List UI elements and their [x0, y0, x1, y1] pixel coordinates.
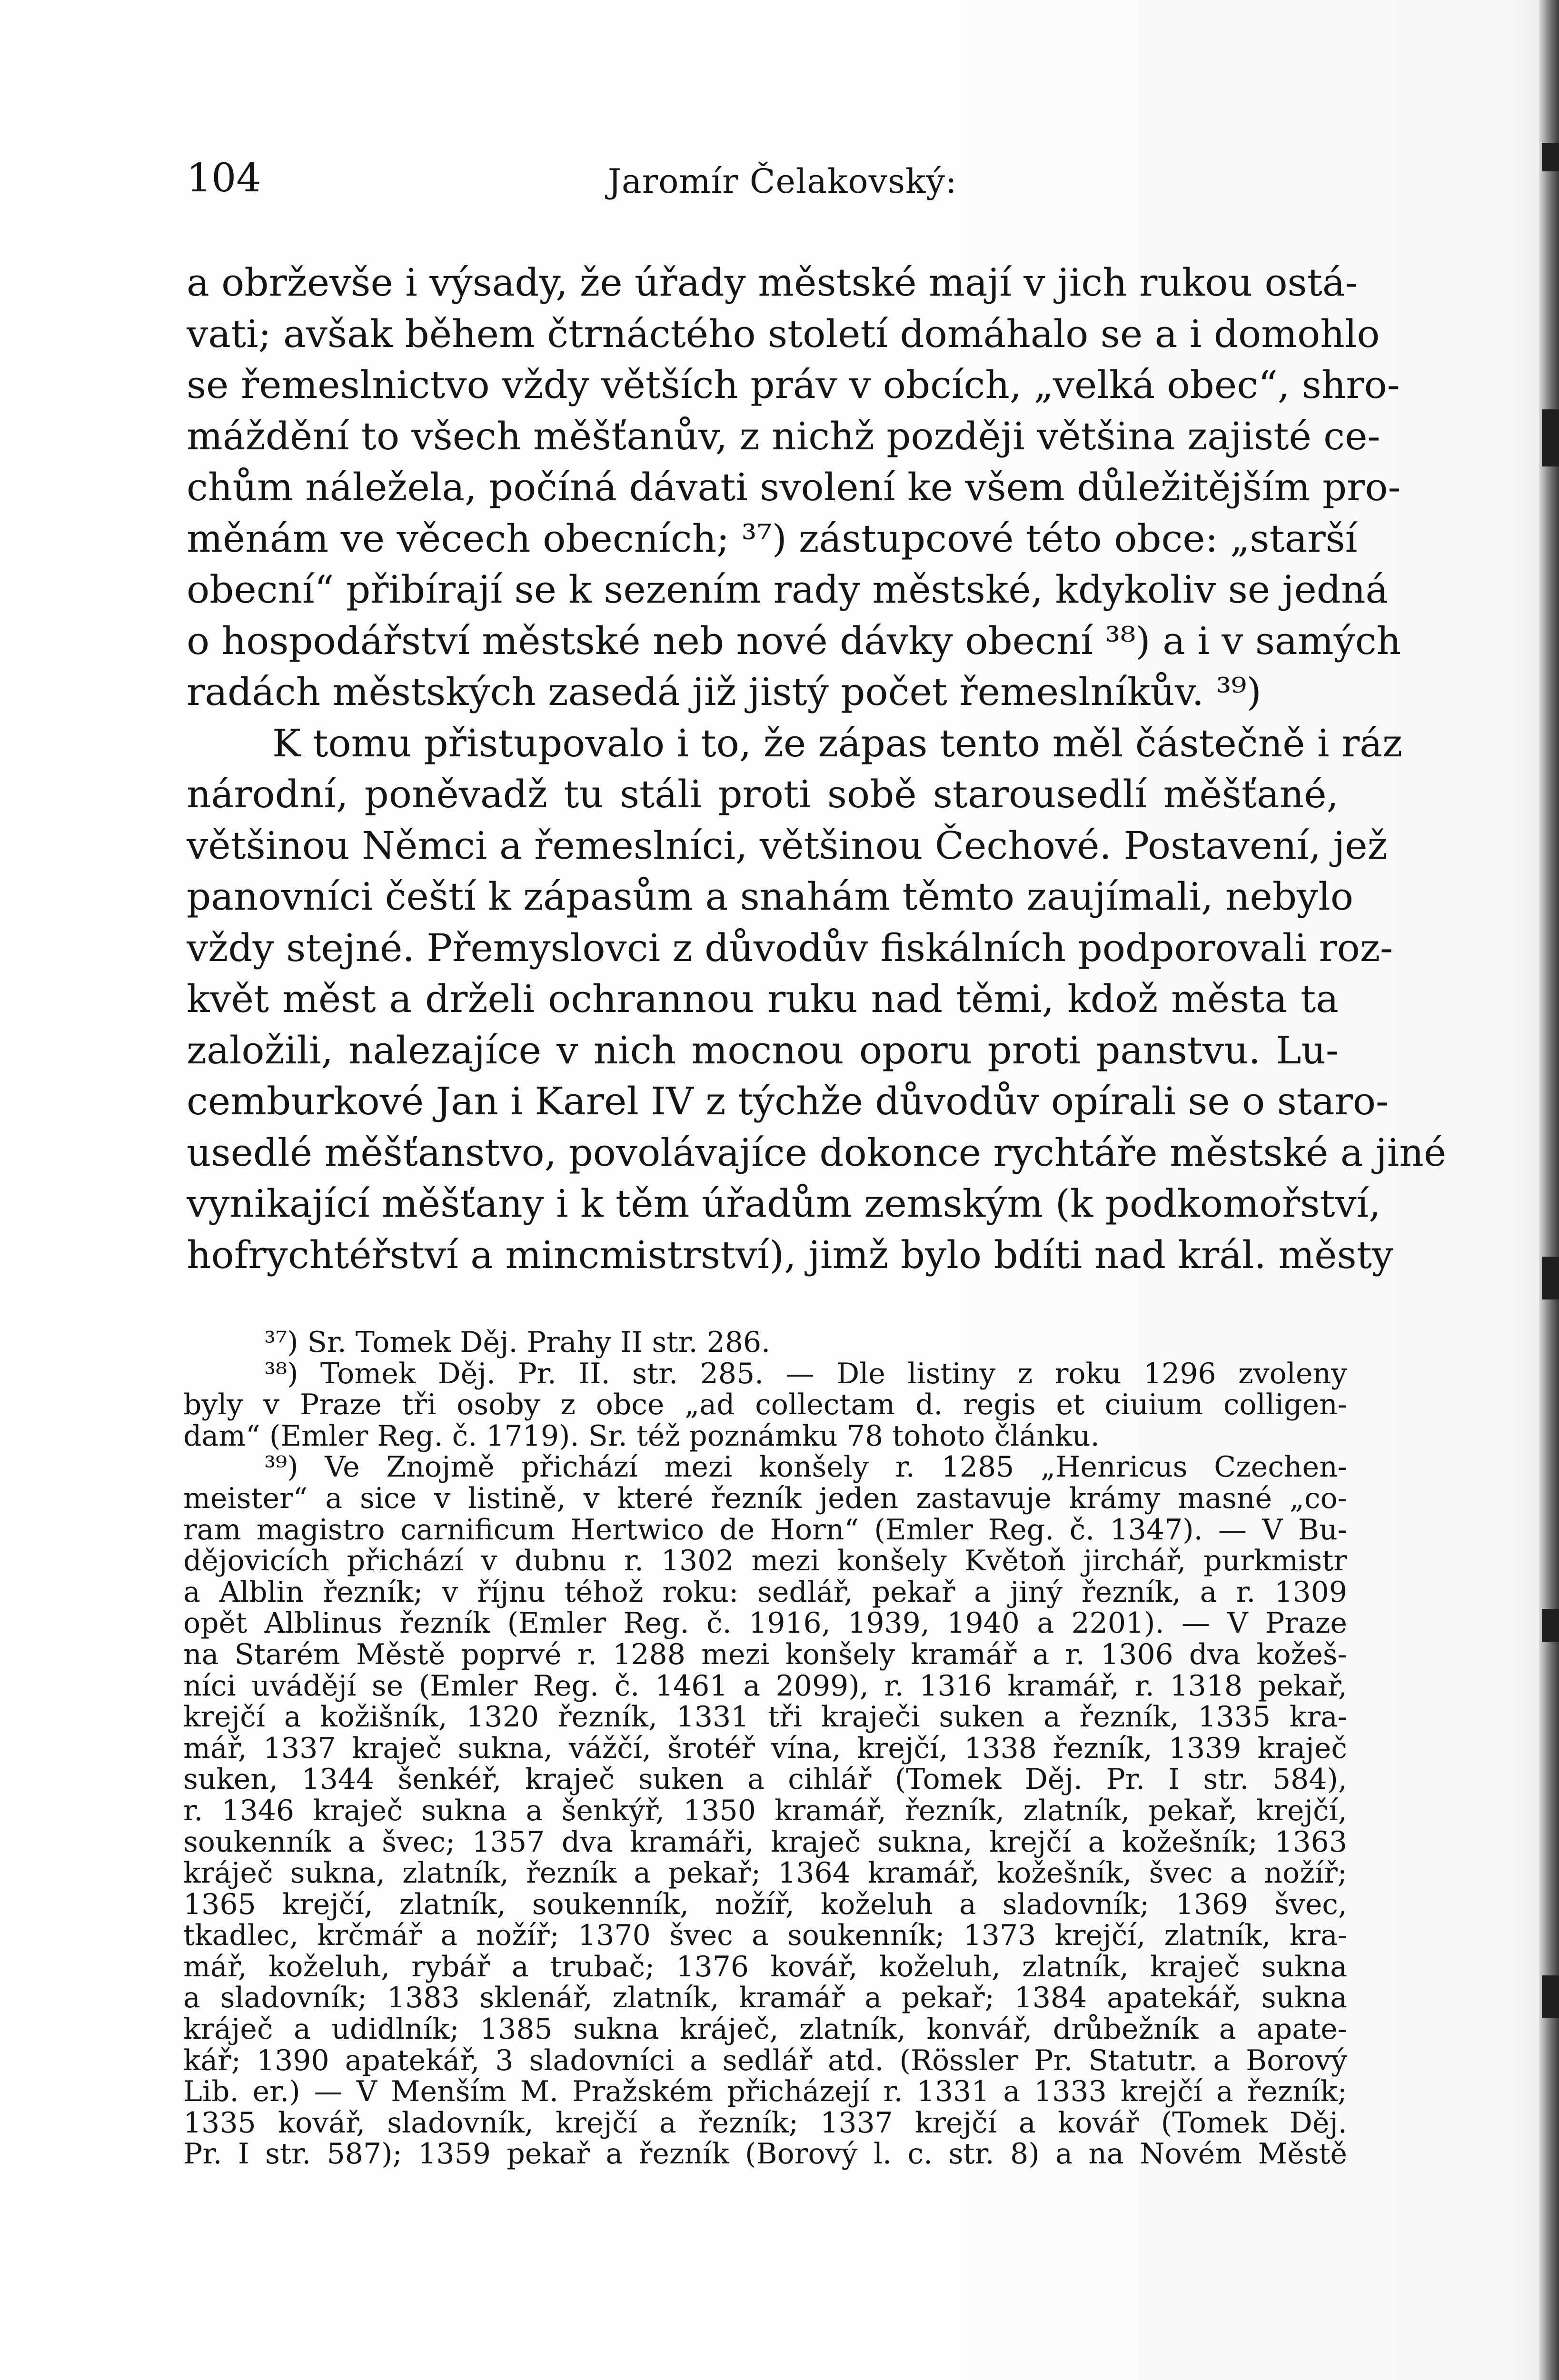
footnote-line: dějovicích přichází v dubnu r. 1302 mezi konšely Květoň jirchář, purkmistr: [183, 1544, 1347, 1578]
footnote-line: suken, 1344 šenkéř, kraječ suken a cihlář (Tomek Děj. Pr. I str. 584),: [183, 1763, 1347, 1796]
text-line: vždy stejné. Přemyslovci z důvodův fiskálních podporovali roz-: [187, 925, 1393, 970]
book-binding-edge: [1539, 0, 1559, 2380]
text-line: květ měst a drželi ochrannou ruku nad těmi, kdož města ta: [187, 977, 1339, 1021]
footnote-line: Lib. er.) — V Menším M. Pražském přicházejí r. 1331 a 1333 krejčí a řezník;: [183, 2075, 1347, 2109]
footnote-line: ³⁷) Sr. Tomek Děj. Prahy II str. 286.: [264, 1326, 771, 1359]
footnote-line: a sladovník; 1383 sklenář, zlatník, kramář a pekař; 1384 apatekář, sukna: [183, 1981, 1347, 2015]
text-line: většinou Němci a řemeslníci, většinou Čechové. Postavení, jež: [187, 823, 1388, 868]
footnote-line: kráječ a udidlník; 1385 sukna kráječ, zlatník, konvář, drůbežník a apate-: [183, 2013, 1347, 2046]
footnote-line: byly v Praze tři osoby z obce „ad collectam d. regis et ciuium colligen-: [183, 1388, 1347, 1422]
text-line: národní, poněvadž tu stáli proti sobě starousedlí měšťané,: [187, 772, 1339, 816]
footnote-line: na Starém Městě poprvé r. 1288 mezi konšely kramář a r. 1306 dva kožeš-: [183, 1637, 1347, 1671]
binding-shadow-mark: [1542, 409, 1559, 466]
text-line: se řemeslnictvo vždy větších práv v obcích, „velká obec“, shro-: [187, 363, 1400, 407]
main-text: [187, 257, 1447, 1280]
footnote-line: ram magistro carnificum Hertwico de Horn“ (Emler Reg. č. 1347). — V Bu-: [183, 1513, 1347, 1547]
footnote-line: ³⁸) Tomek Děj. Pr. II. str. 285. — Dle listiny z roku 1296 zvoleny: [264, 1357, 1347, 1390]
text-line: máždění to všech měšťanův, z nichž později většina zajisté ce-: [187, 414, 1380, 458]
footnote-line: ³⁹) Ve Znojmě přichází mezi konšely r. 1285 „Henricus Czechen-: [264, 1450, 1347, 1484]
footnote-line: r. 1346 kraječ sukna a šenkýř, 1350 kramář, řezník, zlatník, pekař, krejčí,: [183, 1794, 1347, 1827]
text-line: hofrychtéřství a mincmistrství), jimž bylo bdíti nad král. městy: [187, 1232, 1393, 1277]
text-line: založili, nalezajíce v nich mocnou oporu proti panstvu. Lu-: [187, 1028, 1339, 1072]
text-line: usedlé měšťanstvo, povolávajíce dokonce rychtáře městské a jiné: [187, 1130, 1447, 1175]
footnote-line: 1365 krejčí, zlatník, soukenník, nožíř, koželuh a sladovník; 1369 švec,: [183, 1887, 1347, 1921]
footnote-line: a Alblin řezník; v říjnu téhož roku: sedlář, pekař a jiný řezník, a r. 1309: [183, 1575, 1347, 1609]
binding-shadow-mark: [1542, 1257, 1559, 1299]
binding-shadow-mark: [1542, 143, 1559, 171]
footnote-line: krejčí a kožišník, 1320 řezník, 1331 tři kraječi suken a řezník, 1335 kra-: [183, 1700, 1347, 1734]
text-line: vynikající měšťany i k těm úřadům zemským (k podkomořství,: [187, 1181, 1381, 1226]
footnote-line: níci uvádějí se (Emler Reg. č. 1461 a 2099), r. 1316 kramář, r. 1318 pekař,: [183, 1669, 1347, 1703]
text-line: cemburkové Jan i Karel IV z týchže důvodův opírali se o staro-: [187, 1079, 1389, 1123]
footnote-line: mář, koželuh, rybář a trubač; 1376 kovář, koželuh, zlatník, kraječ sukna: [183, 1950, 1347, 1983]
text-line: měnám ve věcech obecních; ³⁷) zástupcové této obce: „starší: [187, 516, 1358, 561]
text-line: obecní“ přibírají se k sezením rady městské, kdykoliv se jedná: [187, 567, 1389, 612]
text-line: chům náležela, počíná dávati svolení ke všem důležitějším pro-: [187, 465, 1401, 509]
text-line: o hospodářství městské neb nové dávky obecní ³⁸) a i v samých: [187, 618, 1401, 663]
footnotes: [183, 1327, 1347, 2170]
page-header: [187, 155, 1339, 212]
text-line: a obrževše i výsady, že úřady městské mají v jich rukou ostá-: [187, 260, 1358, 305]
footnote-line: 1335 kovář, sladovník, krejčí a řezník; 1337 krejčí a kovář (Tomek Děj.: [183, 2106, 1347, 2140]
footnote-line: tkadlec, krčmář a nožíř; 1370 švec a soukenník; 1373 krejčí, zlatník, kra-: [183, 1919, 1347, 1953]
text-line: panovníci čeští k zápasům a snahám těmto zaujímali, nebylo: [187, 874, 1353, 919]
running-head: Jaromír Čelakovský:: [608, 162, 957, 201]
binding-shadow-mark: [1542, 1609, 1559, 1642]
text-line: radách městských zasedá již jistý počet řemeslníkův. ³⁹): [187, 670, 1261, 714]
footnote-line: mář, 1337 kraječ sukna, vážčí, šrotéř vína, krejčí, 1338 řezník, 1339 kraječ: [183, 1731, 1347, 1765]
footnote-line: Pr. I str. 587); 1359 pekař a řezník (Borový l. c. str. 8) a na Novém Městě: [183, 2137, 1347, 2171]
text-line: vati; avšak během čtrnáctého století domáhalo se a i domohlo: [187, 311, 1380, 356]
text-line: K tomu přistupovalo i to, že zápas tento měl částečně i ráz: [272, 721, 1403, 765]
footnote-line: kráječ sukna, zlatník, řezník a pekař; 1364 kramář, kožešník, švec a nožíř;: [183, 1856, 1347, 1890]
binding-shadow-mark: [1542, 1975, 1559, 2018]
footnote-line: meister“ a sice v listině, v které řezník jeden zastavuje krámy masné „co-: [183, 1481, 1347, 1515]
footnote-line: soukenník a švec; 1357 dva kramáři, kraječ sukna, krejčí a kožešník; 1363: [183, 1825, 1347, 1859]
footnote-line: kář; 1390 apatekář, 3 sladovníci a sedlář atd. (Rössler Pr. Statutr. a Borový: [183, 2043, 1347, 2077]
footnote-line: dam“ (Emler Reg. č. 1719). Sr. též poznámku 78 tohoto článku.: [183, 1419, 1100, 1453]
page-number: 104: [187, 156, 261, 201]
footnote-line: opět Alblinus řezník (Emler Reg. č. 1916, 1939, 1940 a 2201). — V Praze: [183, 1606, 1347, 1640]
